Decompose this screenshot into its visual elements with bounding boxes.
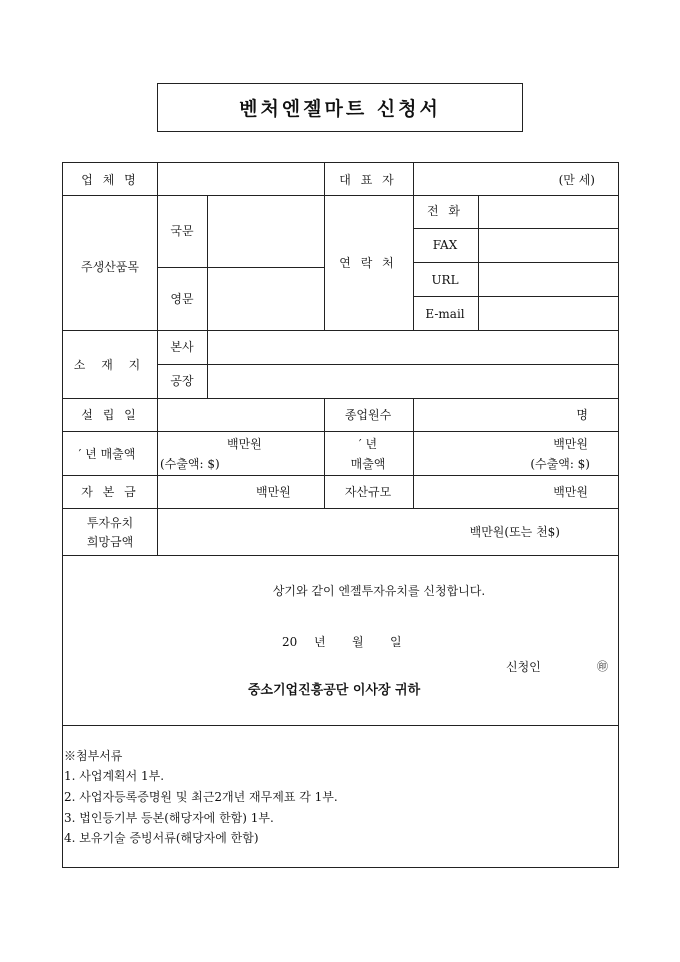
row-line <box>63 475 618 476</box>
label-capital: 자 본 금 <box>81 485 139 499</box>
label-company: 업 체 명 <box>81 173 139 187</box>
label-sales-unit2: 백만원 <box>553 437 588 451</box>
label-sales: ′ 년 매출액 <box>78 447 136 461</box>
label-fax: FAX <box>432 238 458 252</box>
label-sales-unit: 백만원 <box>227 437 262 451</box>
attachment-item: 2. 사업자등록증명원 및 최근2개년 재무제표 각 1부. <box>64 790 338 804</box>
attachment-item: 4. 보유기술 증빙서류(해당자에 한함) <box>64 831 259 845</box>
attachment-item: 3. 법인등기부 등본(해당자에 한함) 1부. <box>64 811 274 825</box>
label-export: (수출액: $) <box>160 457 220 471</box>
label-capital-unit: 백만원 <box>256 485 291 499</box>
label-founded: 설 립 일 <box>81 408 139 422</box>
label-email: E-mail <box>425 307 465 321</box>
date-m: 월 <box>352 635 364 649</box>
label-ceo: 대 표 자 <box>339 173 397 187</box>
col-line <box>413 163 414 330</box>
col-line <box>324 163 325 330</box>
label-assets-unit: 백만원 <box>553 485 588 499</box>
label-invest-line1: 투자유치 <box>86 516 134 530</box>
label-korean: 국문 <box>170 224 194 238</box>
label-products: 주생산품목 <box>81 260 139 274</box>
row-line <box>157 267 324 268</box>
row-line <box>63 330 618 331</box>
col-line <box>324 398 325 508</box>
label-ceo-age: (만 세) <box>558 173 595 187</box>
label-phone: 전 화 <box>427 204 463 218</box>
row-line <box>63 508 618 509</box>
row-line <box>157 364 618 365</box>
row-line <box>63 431 618 432</box>
row-line <box>63 398 618 399</box>
date-d: 일 <box>390 635 402 649</box>
label-sales2-line1: ′ 년 <box>358 437 378 451</box>
application-form <box>62 162 619 868</box>
col-line <box>157 163 158 555</box>
row-line <box>413 228 618 229</box>
label-employees-unit: 명 <box>576 408 588 422</box>
row-line <box>63 725 618 726</box>
recipient: 중소기업진흥공단 이사장 귀하 <box>247 683 421 698</box>
label-factory: 공장 <box>170 374 194 388</box>
label-assets: 자산규모 <box>344 485 392 499</box>
label-hq: 본사 <box>170 340 194 354</box>
label-sales2-line2: 매출액 <box>350 457 386 471</box>
date-y: 년 <box>314 635 326 649</box>
label-export2: (수출액: $) <box>530 457 590 471</box>
form-title: 벤처엔젤마트 신청서 <box>239 98 441 120</box>
date-year: 20 <box>282 635 298 649</box>
label-english: 영문 <box>170 292 194 306</box>
row-line <box>63 195 618 196</box>
label-invest-line2: 희망금액 <box>86 535 134 549</box>
applicant-label: 신청인 <box>506 660 541 674</box>
attachment-item: 1. 사업계획서 1부. <box>64 769 165 783</box>
row-line <box>413 262 618 263</box>
label-employees: 종업원수 <box>344 408 392 422</box>
statement-text: 상기와 같이 엔젤투자유치를 신청합니다. <box>272 584 486 598</box>
form-title-box <box>157 83 523 132</box>
attachments-header: ※첨부서류 <box>64 749 123 763</box>
label-invest-unit: 백만원(또는 천$) <box>469 525 560 539</box>
seal-mark: ㊞ <box>597 660 608 673</box>
col-line <box>478 195 479 330</box>
row-line <box>413 296 618 297</box>
label-url: URL <box>431 273 459 287</box>
col-line <box>207 195 208 398</box>
col-line <box>413 398 414 508</box>
row-line <box>63 555 618 556</box>
label-contact: 연 락 처 <box>339 256 397 270</box>
label-location: 소 재 지 <box>73 358 147 372</box>
